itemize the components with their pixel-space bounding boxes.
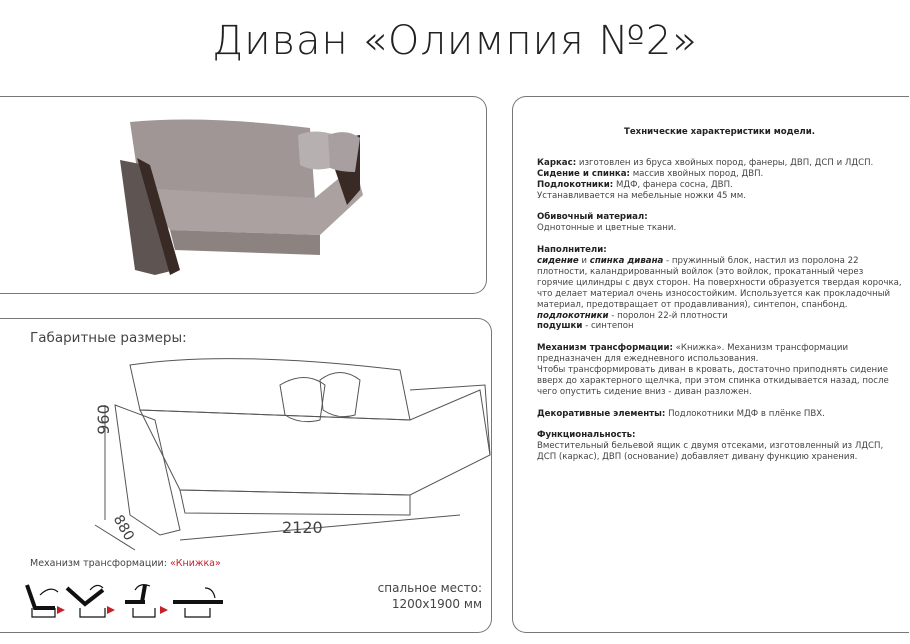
filler-and: и (578, 256, 590, 267)
mech-text-2: Чтобы трансформировать диван в кровать, достаточно приподнять сидение вверх до характерного щелчка, при этом спинка откидывается назад, после чего опустить сидение вниз - диван разложен. (537, 365, 889, 397)
mechanism-caption (30, 558, 221, 569)
depth-dimension: 880 (109, 512, 137, 544)
upholstery-text: Однотонные и цветные ткани. (537, 223, 677, 234)
specs-heading: Технические характеристики модели. (623, 127, 816, 137)
width-dimension: 2120 (282, 518, 323, 537)
filler-back-label: спинка дивана (589, 256, 664, 267)
page-title: Диван «Олимпия №2» (212, 18, 698, 64)
dimensions-label: Габаритные размеры: (30, 330, 187, 346)
mechanism-label: Механизм трансформации: (30, 558, 167, 569)
seat-text: массив хвойных пород, ДВП. (632, 168, 764, 179)
mech-label: Механизм трансформации: (537, 343, 673, 354)
filler-arm-text: - поролон 22-й плотности (608, 310, 728, 321)
filler-pillow-label: подушки (537, 321, 583, 332)
arm-label: Подлокотники: (537, 179, 614, 190)
legs-text: Устанавливается на мебельные ножки 45 мм. (537, 190, 746, 201)
filler-arm-label: подлокотники (537, 310, 609, 321)
frame-label: Каркас: (537, 157, 577, 168)
sleeping-value: 1200x1900 мм (391, 597, 482, 611)
filler-seat-label: сидение (537, 256, 579, 267)
arm-text: МДФ, фанера сосна, ДВП. (615, 179, 733, 190)
mech-text: «Книжка». Механизм трансформации предназначен для ежедневного использования. (537, 343, 849, 365)
seat-label: Сидение и спинка: (537, 168, 630, 179)
upholstery-label: Обивочный материал: (537, 212, 648, 223)
transformation-steps-icon (25, 580, 225, 620)
func-text: Вместительный бельевой ящик с двумя отсеками, изготовленный из ЛДСП, ДСП (каркас), ДВП (основание) добавляет дивану функцию хранения. (537, 441, 884, 463)
filler-pillow-text: - синтепон (582, 321, 634, 332)
height-dimension: 960 (93, 404, 113, 435)
deco-label: Декоративные элементы: (537, 408, 666, 419)
sofa-photo (115, 110, 375, 285)
func-label: Функциональность: (537, 430, 636, 441)
mechanism-value: «Книжка» (169, 558, 221, 569)
sleeping-area (378, 580, 482, 612)
sleeping-label: спальное место: (377, 581, 482, 595)
specs-text (537, 127, 902, 474)
fillers-label: Наполнители: (537, 245, 607, 256)
deco-text: Подлокотники МДФ в плёнке ПВХ. (665, 408, 825, 419)
frame-text: изготовлен из бруса хвойных пород, фанеры, ДВП, ДСП и ЛДСП. (578, 157, 874, 168)
filler-seat-text: - пружинный блок, настил из поролона 22 плотности, каландрированный войлок (это войлок, прокатанный через горячие цилиндры с двух сторон. На поверхности образуется твердая корочка, что делает материал очень износостойким. Используется как прокладочный материал, предотвращает от продавливания), синтепон, спанбонд. (537, 256, 902, 310)
